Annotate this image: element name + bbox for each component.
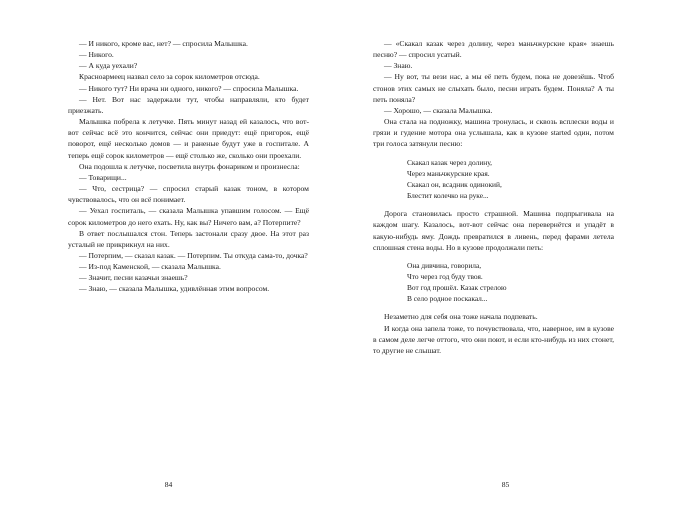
verse-line: Через маньчжурские края. <box>407 168 490 178</box>
paragraph: — Потерпим, — сказал казак. — Потерпим. Ты откуда сама-то, дочка? <box>79 250 308 260</box>
right-column-text <box>373 38 614 356</box>
paragraph: — Значит, песни казачьи знаешь? <box>79 273 188 283</box>
paragraph: И когда она запела тоже, то почувствовала, что, наверное, им в кузове в самом деле легче оттого, что они поют, и если кто-нибудь из них стонет, то другие не слышат. <box>373 323 614 355</box>
paragraph: Она стала на подножку, машина тронулась, и сквозь всплески воды и грязи и гудение мотора она услышала, как в кузове started один, потом три голоса затянули песню: <box>373 117 614 149</box>
paragraph: — Товарищи... <box>79 172 127 182</box>
verse-block <box>373 157 614 202</box>
page-right <box>337 0 674 519</box>
paragraph: — А куда уехали? <box>79 61 138 71</box>
verse-line: Скакал он, всадник одинокий, <box>407 179 502 189</box>
paragraph: — Уехал госпиталь, — сказала Малышка упавшим голосом. — Ещё сорок километров до него ехать. Ну, как вы? Ничего вам, а? Потерпите? <box>68 206 309 227</box>
paragraph: — Знаю. <box>384 61 413 71</box>
paragraph: — Знаю, — сказала Малышка, удивлённая этим вопросом. <box>79 284 270 294</box>
paragraph: Незаметно для себя она тоже начала подпевать. <box>384 312 538 322</box>
verse-line: Что через год буду твоя. <box>407 271 483 281</box>
paragraph: — Нет. Вот нас задержали тут, чтобы направляли, кто будет приезжать. <box>68 94 309 115</box>
page-number-left: 84 <box>164 480 173 489</box>
paragraph: — Хорошо, — сказала Малышка. <box>384 105 493 115</box>
paragraph: — И никого, кроме вас, нет? — спросила Малышка. <box>79 39 248 48</box>
verse-block <box>373 260 614 305</box>
paragraph: Малышка побрела к летучке. Пять минут назад ей казалось, что вот-вот сейчас всё это кончится, сейчас они приедут: ещё пригорок, ещё поворот, ещё несколько домов — и раненые будут уже в госпитале. А теперь ещё сорок километров — ещё столько же, сколько они проехали. <box>68 117 309 160</box>
page-number-right: 85 <box>501 480 510 489</box>
paragraph: — Никого. <box>79 50 114 60</box>
verse-line: Вот год прошёл. Казак стрелою <box>407 283 507 293</box>
verse-line: Скакал казак через долину, <box>407 157 493 167</box>
verse-line: Блестит колечко на руке... <box>407 191 489 201</box>
paragraph: Дорога становилась просто страшной. Машина подпрыгивала на каждом шагу. Казалось, вот-вот сейчас она перевернётся и упадёт в какую-нибудь яму. Дождь превратился в ливень, перед фарами летела сплошная стена воды. Но в кузове продолжали петь: <box>373 209 614 252</box>
paragraph: — Ну вот, ты вези нас, а мы её петь будем, пока не довезёшь. Чтоб стонов этих самых не слыхать было, песни играть будем. Поняла? А ты петь поняла? <box>373 72 614 104</box>
left-column-text <box>68 38 309 295</box>
verse-line: В село родное поскакал... <box>407 294 488 304</box>
paragraph: — Из-под Каменской, — сказала Малышка. <box>79 262 221 272</box>
paragraph: Красноармеец назвал село за сорок километров отсюда. <box>79 72 260 82</box>
verse-line: Она дивчина, говорила, <box>407 260 482 270</box>
paragraph: — Никого тут? Ни врача ни одного, никого? — спросила Малышка. <box>79 83 299 93</box>
paragraph: Она подошла к летучке, посветила внутрь фонариком и произнесла: <box>79 161 300 171</box>
paragraph: — «Скакал казак через долину, через маньчжурские края» знаешь песню? — спросил усатый. <box>373 39 614 60</box>
paragraph: — Что, сестрица? — спросил старый казак тоном, в котором чувствовалось, что он всё понимает. <box>68 184 309 205</box>
paragraph: В ответ послышался стон. Теперь застонали сразу двое. На этот раз усталый не прикрикнул на них. <box>68 228 309 249</box>
